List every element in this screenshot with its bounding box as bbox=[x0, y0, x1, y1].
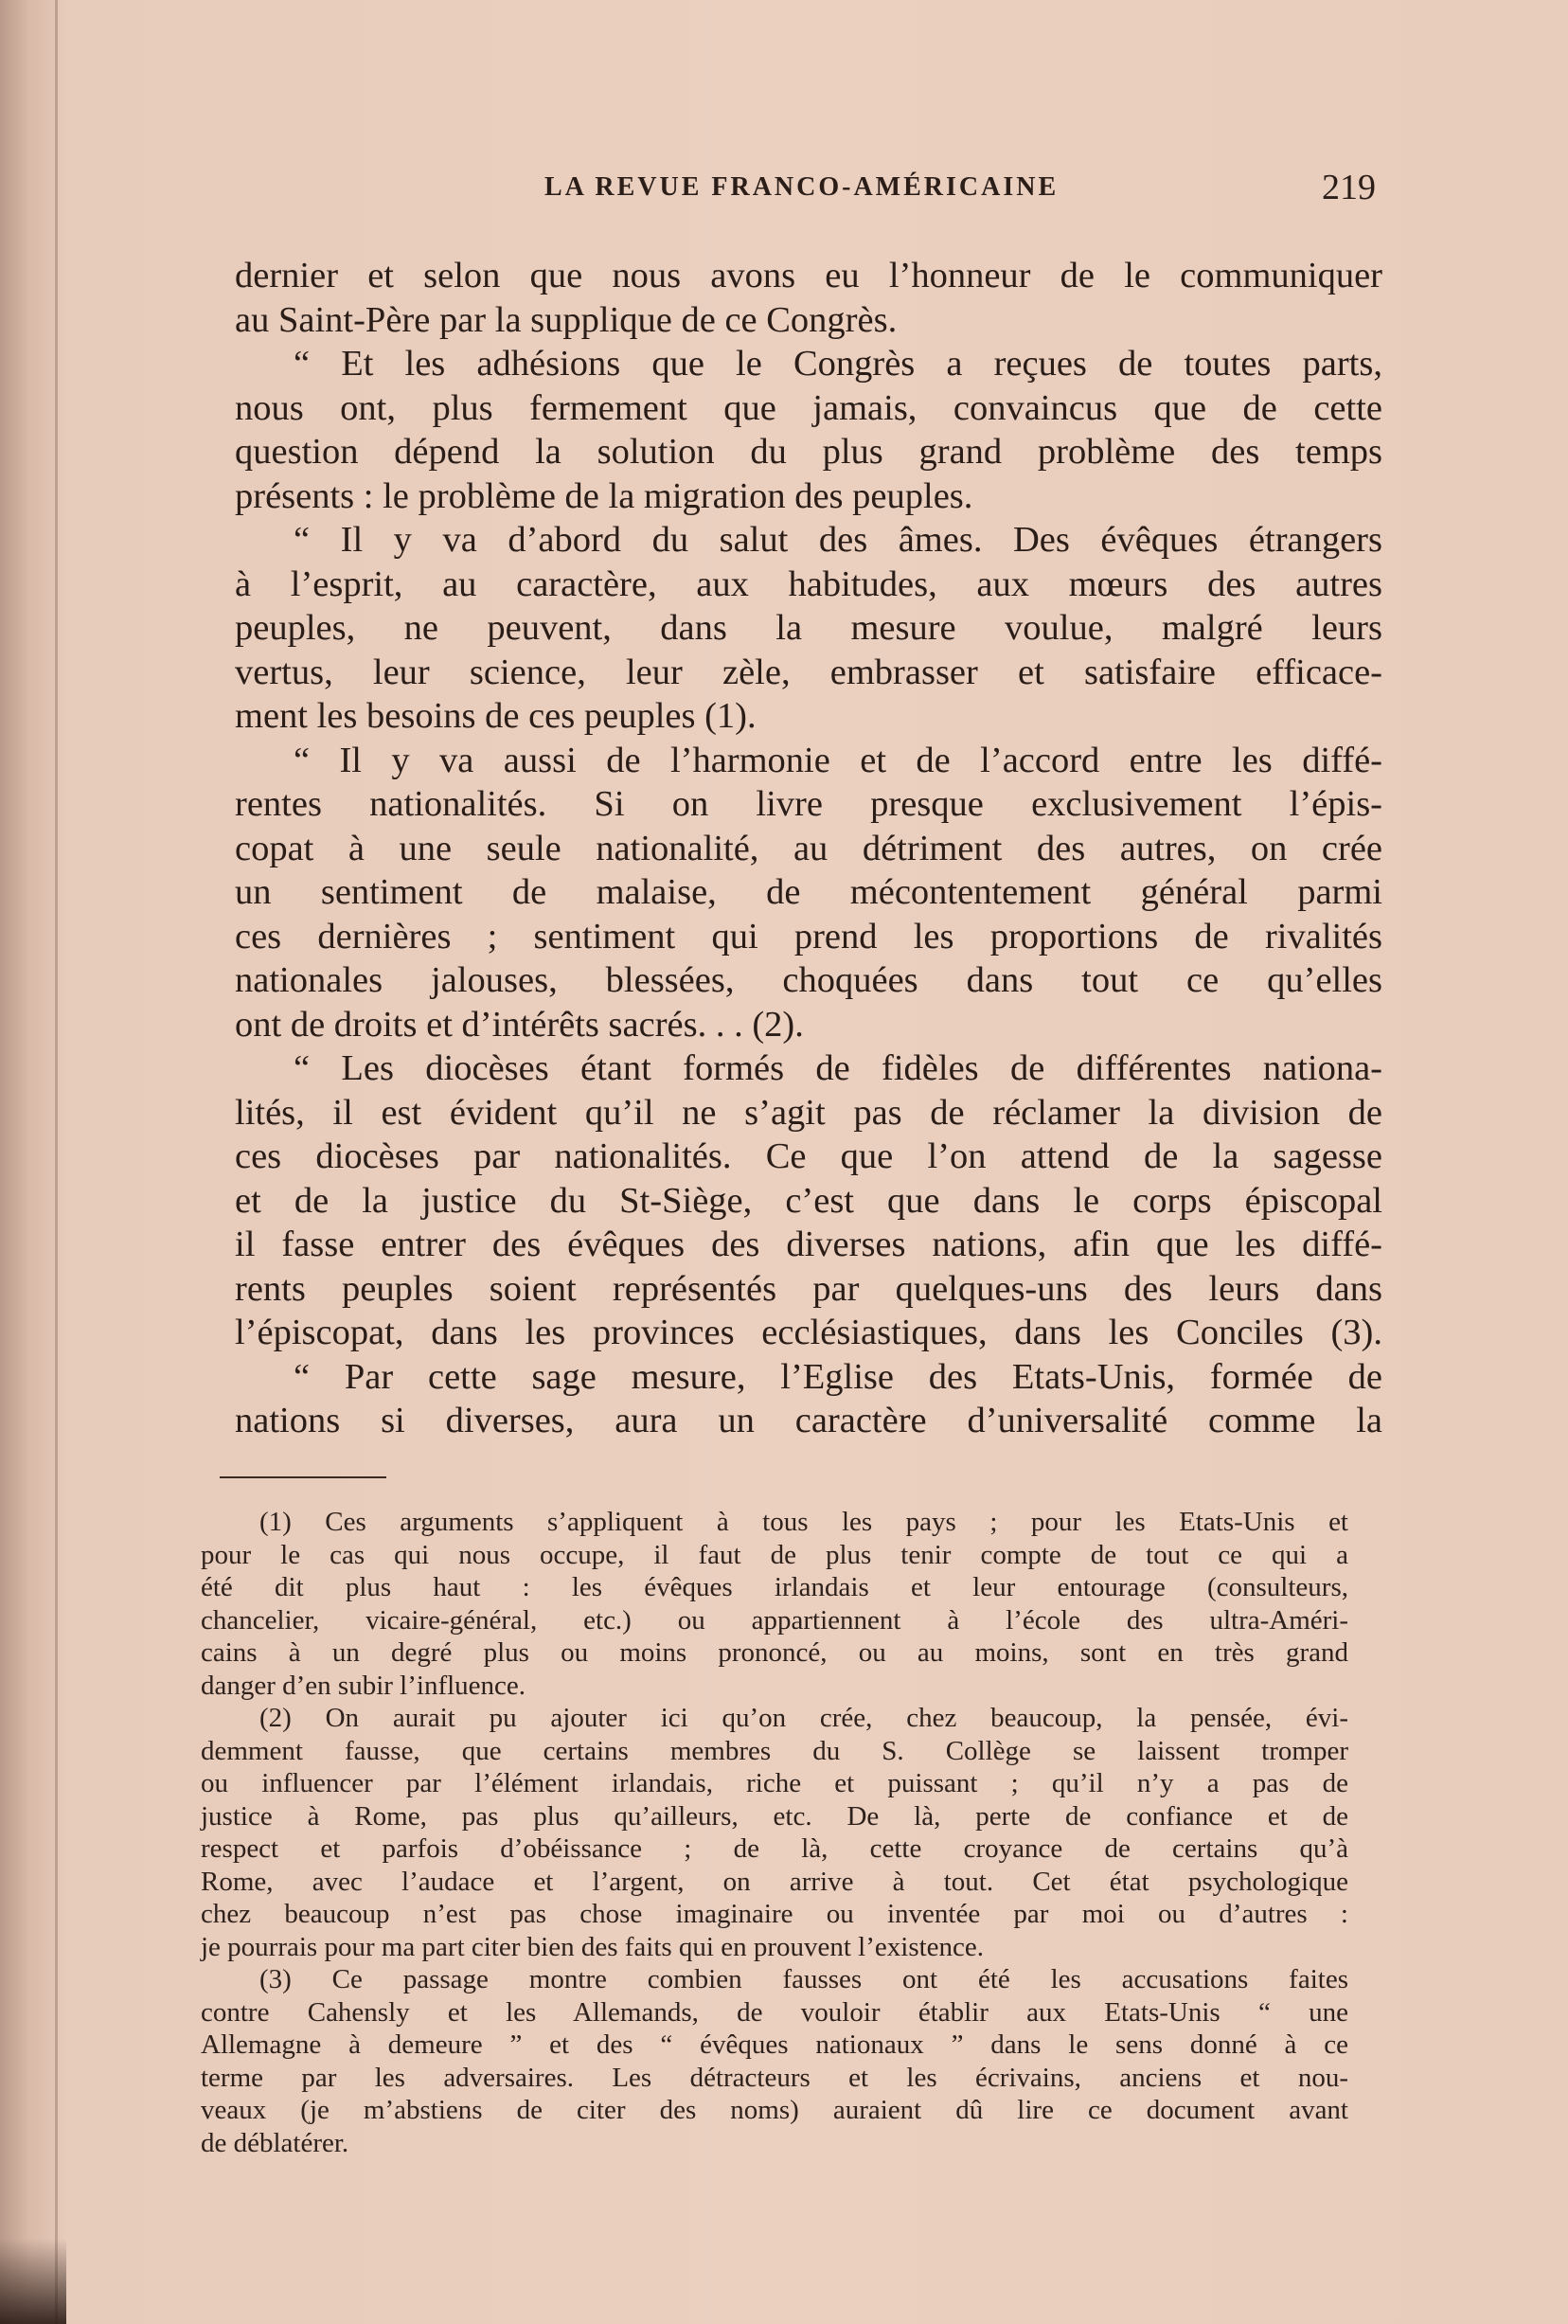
body-line: “ Il y va aussi de l’harmonie et de l’accord entre les diffé- bbox=[294, 740, 1382, 780]
footnote-line: cains à un degré plus ou moins prononcé, ou au moins, sont en très grand bbox=[201, 1637, 1348, 1668]
body-line: présents : le problème de la migration des peuples. bbox=[235, 475, 973, 516]
footnote-line: terme par les adversaires. Les détracteurs et les écrivains, anciens et nou- bbox=[201, 2062, 1348, 2093]
body-line: vertus, leur science, leur zèle, embrasser et satisfaire efficace- bbox=[235, 652, 1382, 692]
body-line: “ Par cette sage mesure, l’Eglise des Etats-Unis, formée de bbox=[294, 1356, 1382, 1397]
body-line: rentes nationalités. Si on livre presque exclusivement l’épis- bbox=[235, 784, 1382, 824]
body-line: “ Les diocèses étant formés de fidèles de différentes nationa- bbox=[294, 1048, 1382, 1088]
footnote-line: je pourrais pour ma part citer bien des faits qui en prouvent l’existence. bbox=[201, 1931, 985, 1962]
body-line: ces dernières ; sentiment qui prend les proportions de rivalités bbox=[235, 916, 1382, 956]
footnote-line: veaux (je m’abstiens de citer des noms) auraient dû lire ce document avant bbox=[201, 2095, 1348, 2125]
body-line: nations si diverses, aura un caractère d’universalité comme la bbox=[235, 1401, 1382, 1440]
body-line: l’épiscopat, dans les provinces ecclésiastiques, dans les Conciles (3). bbox=[235, 1313, 1382, 1352]
footnote-line: respect et parfois d’obéissance ; de là, cette croyance de certains qu’à bbox=[201, 1833, 1348, 1864]
footnote-separator bbox=[220, 1476, 386, 1478]
body-line: nationales jalouses, blessées, choquées dans tout ce qu’elles bbox=[235, 960, 1382, 1000]
body-line: peuples, ne peuvent, dans la mesure voulue, malgré leurs bbox=[235, 608, 1382, 648]
footnote-line: justice à Rome, pas plus qu’ailleurs, etc. De là, perte de confiance et de bbox=[201, 1800, 1348, 1832]
footnote-line: ou influencer par l’élément irlandais, riche et puissant ; qu’il n’y a pas de bbox=[201, 1768, 1348, 1798]
body-line: dernier et selon que nous avons eu l’honneur de le communiquer bbox=[235, 256, 1382, 295]
body-line: un sentiment de malaise, de mécontentement général parmi bbox=[235, 872, 1382, 912]
body-line: “ Il y va d’abord du salut des âmes. Des évêques étrangers bbox=[294, 520, 1382, 560]
footnote-line: (2) On aurait pu ajouter ici qu’on crée, chez beaucoup, la pensée, évi- bbox=[259, 1703, 1348, 1733]
footnote-line: Rome, avec l’audace et l’argent, on arrive à tout. Cet état psychologique bbox=[201, 1866, 1348, 1897]
page-number: 219 bbox=[1322, 168, 1376, 207]
body-line: lités, il est évident qu’il ne s’agit pas de réclamer la division de bbox=[235, 1092, 1382, 1133]
body-line: question dépend la solution du plus grand problème des temps bbox=[235, 432, 1382, 472]
main-text bbox=[235, 254, 1382, 1443]
footnote-line: demment fausse, que certains membres du S. Collège se laissent tromper bbox=[201, 1735, 1348, 1766]
body-line: il fasse entrer des évêques des diverses nations, afin que les diffé- bbox=[235, 1225, 1382, 1264]
footnote-line: été dit plus haut : les évêques irlandais et leur entourage (consulteurs, bbox=[201, 1572, 1348, 1602]
footnote-line: contre Cahensly et les Allemands, de vouloir établir aux Etats-Unis “ une bbox=[201, 1996, 1348, 2028]
corner-shadow bbox=[0, 2239, 66, 2324]
body-line: et de la justice du St-Siège, c’est que dans le corps épiscopal bbox=[235, 1180, 1382, 1221]
body-line: ment les besoins de ces peuples (1). bbox=[235, 696, 757, 736]
footnote-line: de déblatérer. bbox=[201, 2127, 349, 2158]
body-line: copat à une seule nationalité, au détriment des autres, on crée bbox=[235, 828, 1382, 868]
footnote-line: (1) Ces arguments s’appliquent à tous les pays ; pour les Etats-Unis et bbox=[259, 1507, 1348, 1537]
body-line: nous ont, plus fermement que jamais, convaincus que de cette bbox=[235, 387, 1382, 428]
running-title: LA REVUE FRANCO-AMÉRICAINE bbox=[544, 172, 1060, 202]
footnote-line: chancelier, vicaire-général, etc.) ou appartiennent à l’école des ultra-Améri- bbox=[201, 1604, 1348, 1636]
footnote-line: chez beaucoup n’est pas chose imaginaire ou inventée par moi ou d’autres : bbox=[201, 1899, 1348, 1929]
body-line: rents peuples soient représentés par quelques-uns des leurs dans bbox=[235, 1268, 1382, 1309]
body-line: à l’esprit, au caractère, aux habitudes, aux mœurs des autres bbox=[235, 563, 1382, 604]
footnote-line: danger d’en subir l’influence. bbox=[201, 1670, 526, 1701]
footnotes bbox=[201, 1506, 1348, 2159]
footnote-line: Allemagne à demeure ” et des “ évêques nationaux ” dans le sens donné à ce bbox=[201, 2029, 1348, 2060]
body-line: au Saint-Père par la supplique de ce Congrès. bbox=[235, 299, 898, 340]
footnote-line: (3) Ce passage montre combien fausses ont été les accusations faites bbox=[259, 1964, 1348, 1994]
footnote-line: pour le cas qui nous occupe, il faut de plus tenir compte de tout ce qui a bbox=[201, 1539, 1348, 1570]
body-line: ces diocèses par nationalités. Ce que l’on attend de la sagesse bbox=[235, 1136, 1382, 1176]
body-line: “ Et les adhésions que le Congrès a reçues de toutes parts, bbox=[294, 344, 1382, 384]
body-line: ont de droits et d’intérêts sacrés. . . (2). bbox=[235, 1004, 804, 1045]
binding-gutter bbox=[55, 0, 58, 2324]
